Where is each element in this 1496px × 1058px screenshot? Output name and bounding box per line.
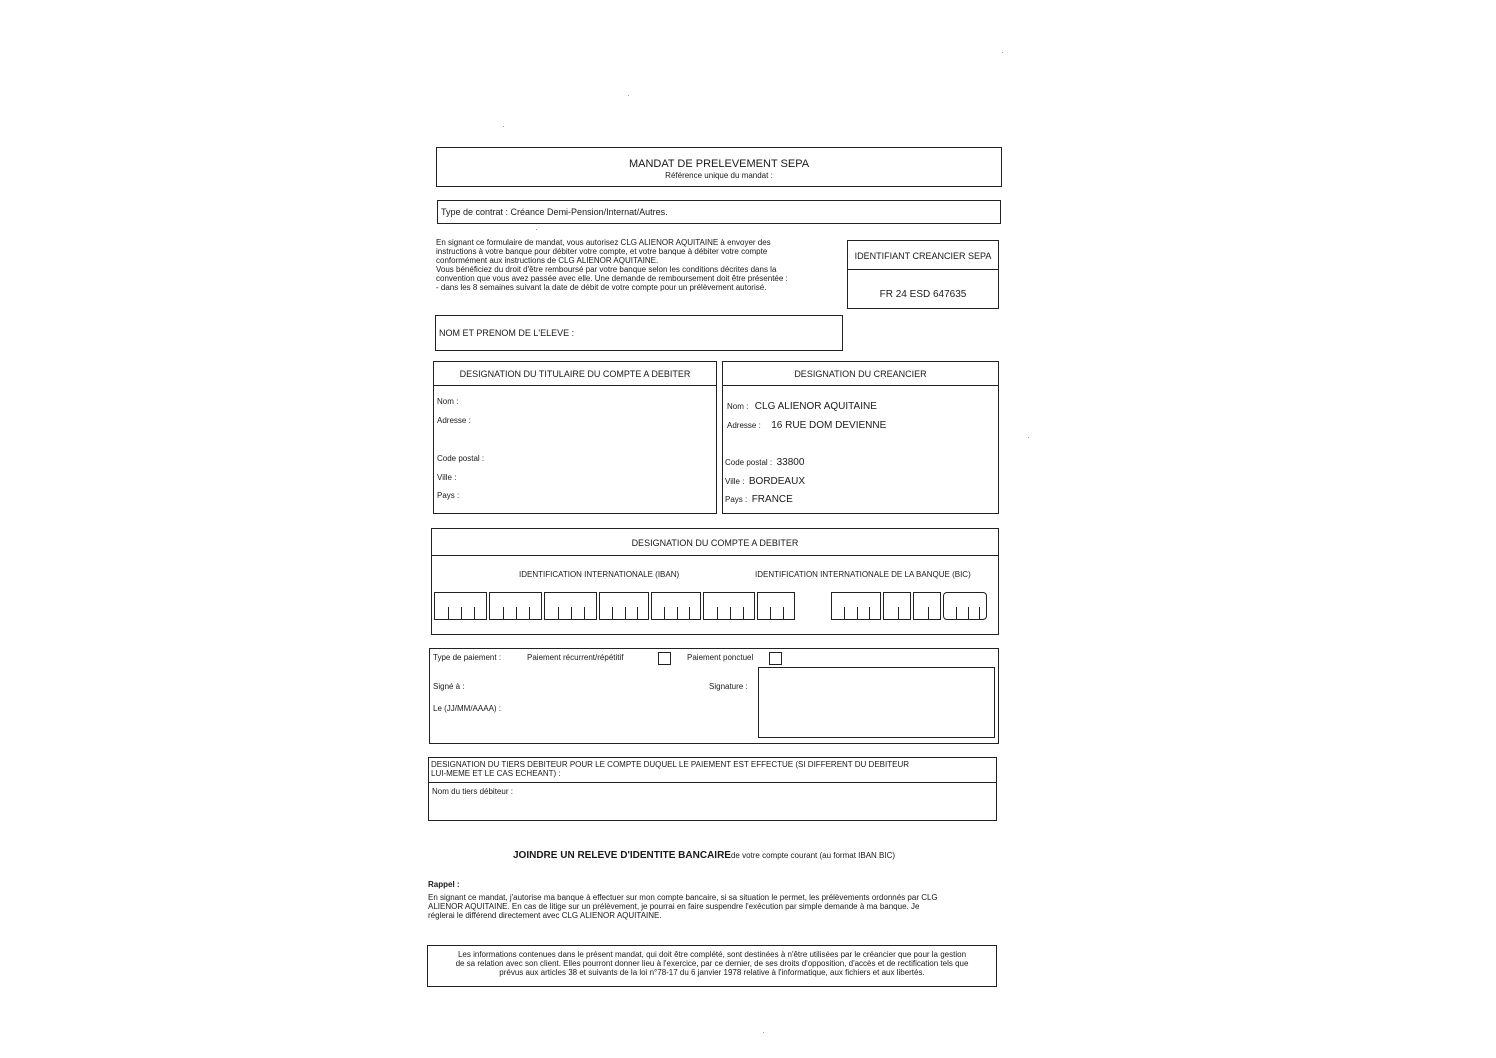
debtor-address-label[interactable]: Adresse : [437,416,471,425]
creditor-country-row [725,489,793,507]
scan-speck [503,126,504,127]
attach-rib-rest: de votre compte courant (au format IBAN BIC) [730,851,896,860]
reminder-title: Rappel : [428,880,460,889]
creditor-city-row [725,471,805,489]
creditor-postal-label: Code postal : [725,458,773,467]
legal-line: prévus aux articles 38 et suivants de la loi n°78-17 du 6 janvier 1978 relative à l'informatique, aux fichiers et aux libertés. [499,968,925,977]
intro-line: Vous bénéficiez du droit d'être remboursé par votre banque selon les conditions décrites dans la [436,265,777,274]
header-box [436,147,1002,187]
scan-speck [763,1032,764,1033]
legal-line: de sa relation avec son client. Elles pourront donner lieu à l'exercice, par ce dernier, de ses droits d'opposition, d'accès et de rectification tels que [455,959,969,968]
reminder-line: En signant ce mandat, j'autorise ma banque à effectuer sur mon compte bancaire, si sa situation le permet, les prélèvements ordonnés par CLG [428,893,938,902]
creditor-name-row [727,396,877,414]
debtor-name-label[interactable]: Nom : [437,397,459,406]
iban-input-group[interactable] [434,592,487,620]
third-party-title-line1: DESIGNATION DU TIERS DEBITEUR POUR LE COMPTE DUQUEL LE PAIEMENT EST EFFECTUE (SI DIFFERENT DU DEBITEUR [431,760,909,769]
creditor-title: DESIGNATION DU CREANCIER [794,369,927,379]
creditor-name-label: Nom : [727,402,749,411]
creditor-postal-value: 33800 [776,457,805,468]
recurrent-payment-label: Paiement récurrent/répétitif [527,653,624,662]
debtor-box [433,361,717,514]
iban-input-group[interactable] [703,592,755,620]
creditor-address-row [727,415,886,433]
student-name-field[interactable] [435,315,843,351]
scan-speck [536,229,537,230]
creditor-city-value: BORDEAUX [748,476,805,487]
bic-input-group[interactable] [913,592,941,620]
bic-label: IDENTIFICATION INTERNATIONALE DE LA BANQUE (BIC) [755,570,971,579]
creditor-country-label: Pays : [725,495,748,504]
intro-line: convention que vous avez passée avec elle. Une demande de remboursement doit être présentée : [436,274,788,283]
iban-input-group[interactable] [757,592,795,620]
creditor-id-value: FR 24 ESD 647635 [879,289,967,300]
divider [434,385,716,386]
intro-line: - dans les 8 semaines suivant la date de débit de votre compte pour un prélèvement autorisé. [436,283,767,292]
intro-line: conformément aux instructions de CLG ALIENOR AQUITAINE. [436,256,659,265]
legal-text [428,950,996,977]
creditor-city-label: Ville : [725,477,745,486]
student-name-label: NOM ET PRENOM DE L'ELEVE : [439,328,575,338]
contract-type-text: Type de contrat : Créance Demi-Pension/Internat/Autres. [441,207,668,217]
debtor-city-label[interactable]: Ville : [437,473,457,482]
signed-at-label[interactable]: Signé à : [433,682,465,691]
reminder-line: réglerai le différend directement avec CLG ALIENOR AQUITAINE. [428,911,662,920]
divider [429,782,996,783]
creditor-country-value: FRANCE [751,494,793,505]
divider [848,269,998,270]
reminder-paragraph [428,893,938,920]
third-party-title-line2: LUI-MEME ET LE CAS ECHEANT) : [431,769,561,778]
creditor-id-box [847,240,999,309]
bic-input-group[interactable] [883,592,911,620]
creditor-name-value: CLG ALIENOR AQUITAINE [754,401,877,412]
form-title: MANDAT DE PRELEVEMENT SEPA [628,158,810,170]
one-time-payment-checkbox[interactable] [769,652,782,665]
creditor-address-value: 16 RUE DOM DEVIENNE [771,420,887,431]
intro-line: En signant ce formulaire de mandat, vous autorisez CLG ALIENOR AQUITAINE à envoyer des [436,238,771,247]
third-party-box [428,757,997,821]
intro-line: instructions à votre banque pour débiter votre compte, et votre banque à débiter votre compte [436,247,768,256]
scan-speck [628,95,629,96]
one-time-payment-label: Paiement ponctuel [687,653,754,662]
creditor-postal-row [725,452,804,470]
legal-box [427,945,997,987]
iban-input-group[interactable] [599,592,649,620]
date-label[interactable]: Le (JJ/MM/AAAA) : [433,704,502,713]
mandate-reference-label: Référence unique du mandat : [665,171,773,180]
bic-input-group[interactable] [943,592,987,620]
bic-input-group[interactable] [831,592,881,620]
divider [432,555,998,556]
debtor-title: DESIGNATION DU TITULAIRE DU COMPTE A DEBITER [459,369,691,379]
payment-box [429,648,999,744]
scan-speck [1028,437,1029,438]
signature-label: Signature : [709,682,748,691]
creditor-address-label: Adresse : [727,421,761,430]
intro-paragraph [436,238,836,292]
creditor-box [722,361,999,514]
payment-type-label: Type de paiement : [433,653,502,662]
creditor-id-label: IDENTIFIANT CREANCIER SEPA [854,251,992,261]
contract-type-box [437,200,1001,224]
attach-rib-note [513,845,895,863]
divider [723,385,998,386]
scan-speck [1002,52,1003,53]
attach-rib-bold: JOINDRE UN RELEVE D'IDENTITE BANCAIRE [513,850,731,861]
account-title: DESIGNATION DU COMPTE A DEBITER [631,538,799,548]
reminder-line: ALIENOR AQUITAINE. En cas de litige sur un prélèvement, je pourrai en faire suspendre l'exécution par simple demande à ma banque. Je [428,902,920,911]
iban-input-group[interactable] [489,592,542,620]
iban-input-group[interactable] [651,592,701,620]
signature-field[interactable] [758,667,995,738]
recurrent-payment-checkbox[interactable] [658,652,671,665]
debtor-postal-code-label[interactable]: Code postal : [437,454,485,463]
iban-input-group[interactable] [544,592,597,620]
legal-line: Les informations contenues dans le présent mandat, qui doit être complété, sont destinées à n'être utilisées par le créancier que pour la gestion [457,950,967,959]
third-party-name-label[interactable]: Nom du tiers débiteur : [432,787,513,796]
iban-label: IDENTIFICATION INTERNATIONALE (IBAN) [519,570,680,579]
debtor-country-label[interactable]: Pays : [437,491,460,500]
